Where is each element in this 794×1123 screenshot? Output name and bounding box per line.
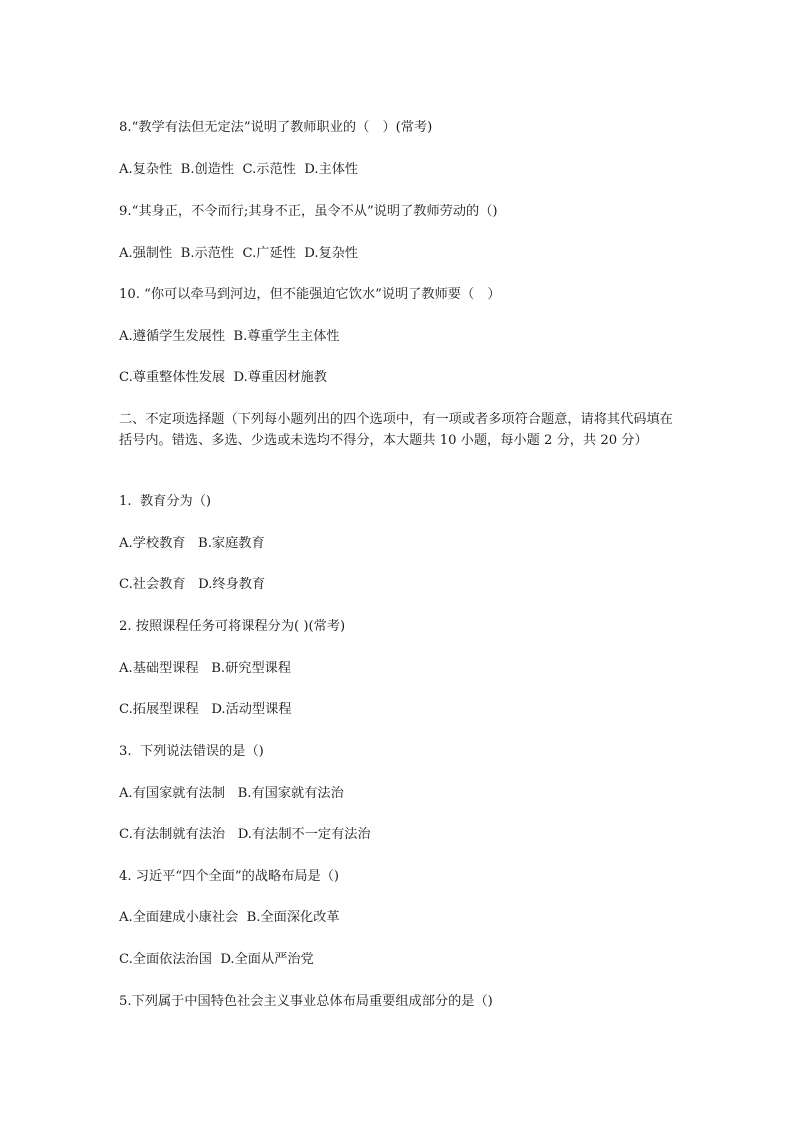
mq-4-options-cd: C.全面依法治国 D.全面从严治党 (119, 952, 314, 967)
mq-2-options-ab: A.基础型课程 B.研究型课程 (119, 661, 292, 676)
mq-1-options-ab: A.学校教育 B.家庭教育 (119, 536, 265, 551)
question-10-options-ab: A.遵循学生发展性 B.尊重学生主体性 (119, 329, 340, 344)
question-10-options-cd: C.尊重整体性发展 D.尊重因材施教 (119, 370, 327, 385)
section-2-heading: 二、不定项选择题（下列每小题列出的四个选项中，有一项或者多项符合题意，请将其代码填在括号内。错选、多选、少选或未选均不得分，本大题共 10 小题，每小题 2 分，共 20 分） (119, 412, 673, 448)
question-8-text: 8.“教学有法但无定法”说明了教师职业的（ ）(常考) (119, 120, 433, 135)
mq-3-text: 3. 下列说法错误的是（) (119, 744, 264, 759)
mq-5-text: 5.下列属于中国特色社会主义事业总体布局重要组成部分的是（) (119, 994, 493, 1009)
mq-3-options-ab: A.有国家就有法制 B.有国家就有法治 (119, 786, 344, 801)
mq-4-options-ab: A.全面建成小康社会 B.全面深化改革 (119, 910, 340, 925)
question-9-text: 9.“其身正，不令而行;其身不正，虽令不从”说明了教师劳动的（) (119, 204, 498, 219)
mq-1-options-cd: C.社会教育 D.终身教育 (119, 577, 266, 592)
mq-2-options-cd: C.拓展型课程 D.活动型课程 (119, 702, 292, 717)
mq-1-text: 1. 教育分为（) (119, 494, 212, 509)
mq-3-options-cd: C.有法制就有法治 D.有法制不一定有法治 (119, 827, 371, 842)
question-10-text: 10. “你可以牵马到河边，但不能强迫它饮水”说明了教师要（ ） (119, 287, 501, 302)
mq-2-text: 2. 按照课程任务可将课程分为( )(常考) (119, 619, 346, 634)
question-9-options: A.强制性 B.示范性 C.广延性 D.复杂性 (119, 246, 359, 261)
mq-4-text: 4. 习近平“四个全面”的战略布局是（) (119, 869, 340, 884)
question-8-options: A.复杂性 B.创造性 C.示范性 D.主体性 (119, 162, 359, 177)
